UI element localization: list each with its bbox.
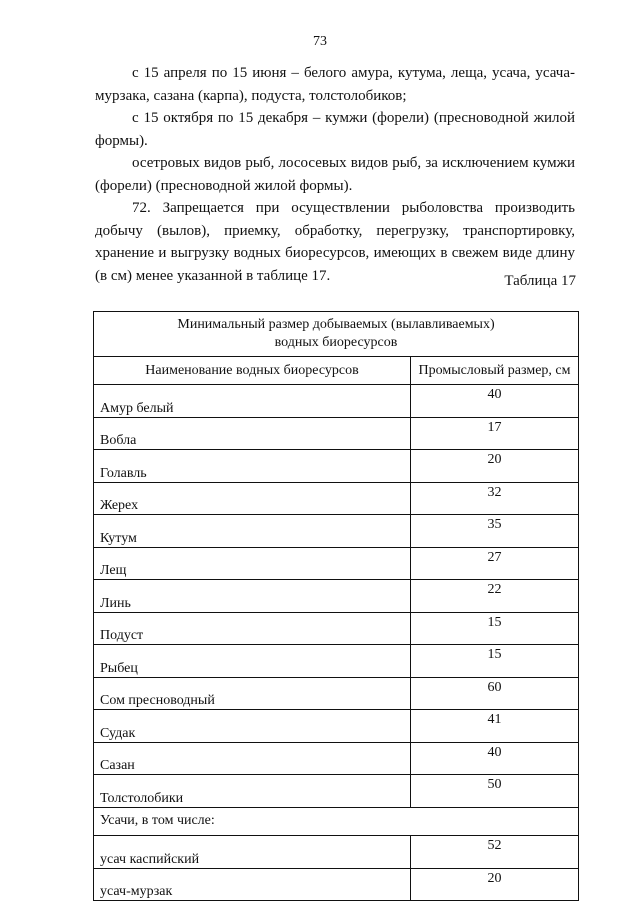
table-header-row [94,357,579,385]
size-cell: 27 [411,547,579,580]
column-header-size: Промысловый размер, см [411,357,579,385]
species-name-cell: Подуст [94,612,411,645]
species-name-cell: Толстолобики [94,775,411,808]
species-name-cell: Амур белый [94,385,411,418]
table-row [94,775,579,808]
size-cell: 32 [411,482,579,515]
table-row [94,385,579,418]
table-row [94,645,579,678]
table-row [94,482,579,515]
table-title [94,312,579,357]
table-row [94,742,579,775]
fish-size-table [93,311,579,901]
paragraph: 72. Запрещается при осуществлении рыболовства производить добычу (вылов), приемку, обработку, перегрузку, транспортировку, хранение и выгрузку водных биоресурсов, имеющих в свежем виде длину (в см) менее указанной в таблице 17. [95,200,575,284]
column-header-name: Наименование водных биоресурсов [94,357,411,385]
species-name-cell: Кутум [94,515,411,548]
size-cell: 41 [411,710,579,743]
subgroup-label: Усачи, в том числе: [94,807,579,836]
table-row [94,547,579,580]
size-cell: 40 [411,385,579,418]
species-name-cell: Голавль [94,450,411,483]
species-name-cell: усач-мурзак [94,868,411,901]
table-row [94,868,579,901]
species-name-cell: Вобла [94,417,411,450]
species-name-cell: Сом пресноводный [94,677,411,710]
body-text [95,62,575,287]
table-row [94,612,579,645]
species-name-cell: Судак [94,710,411,743]
size-cell: 52 [411,836,579,869]
table-row [94,580,579,613]
table-caption: Таблица 17 [504,273,576,289]
paragraph: с 15 апреля по 15 июня – белого амура, кутума, леща, усача, усача-мурзака, сазана (карпа), подуста, толстолобиков; [95,65,575,104]
species-name-cell: Рыбец [94,645,411,678]
size-cell: 20 [411,868,579,901]
table-title-line: Минимальный размер добываемых (вылавливаемых) [177,317,495,332]
table-title-row [94,312,579,357]
table-row [94,515,579,548]
size-cell: 35 [411,515,579,548]
page-number: 73 [313,34,327,49]
species-name-cell: Сазан [94,742,411,775]
size-cell: 17 [411,417,579,450]
species-name-cell: Линь [94,580,411,613]
size-cell: 60 [411,677,579,710]
table-row [94,836,579,869]
size-cell: 50 [411,775,579,808]
size-cell: 22 [411,580,579,613]
table-row [94,417,579,450]
table-row [94,677,579,710]
table-title-line: водных биоресурсов [274,335,398,350]
species-name-cell: Жерех [94,482,411,515]
species-name-cell: Лещ [94,547,411,580]
size-cell: 20 [411,450,579,483]
paragraph: осетровых видов рыб, лососевых видов рыб, за исключением кумжи (форели) (пресноводной жилой формы). [95,155,575,194]
table-subgroup-row [94,807,579,836]
size-cell: 15 [411,645,579,678]
size-cell: 40 [411,742,579,775]
species-name-cell: усач каспийский [94,836,411,869]
table-row [94,450,579,483]
table-row [94,710,579,743]
paragraph: с 15 октября по 15 декабря – кумжи (форели) (пресноводной жилой формы). [95,110,575,149]
size-cell: 15 [411,612,579,645]
